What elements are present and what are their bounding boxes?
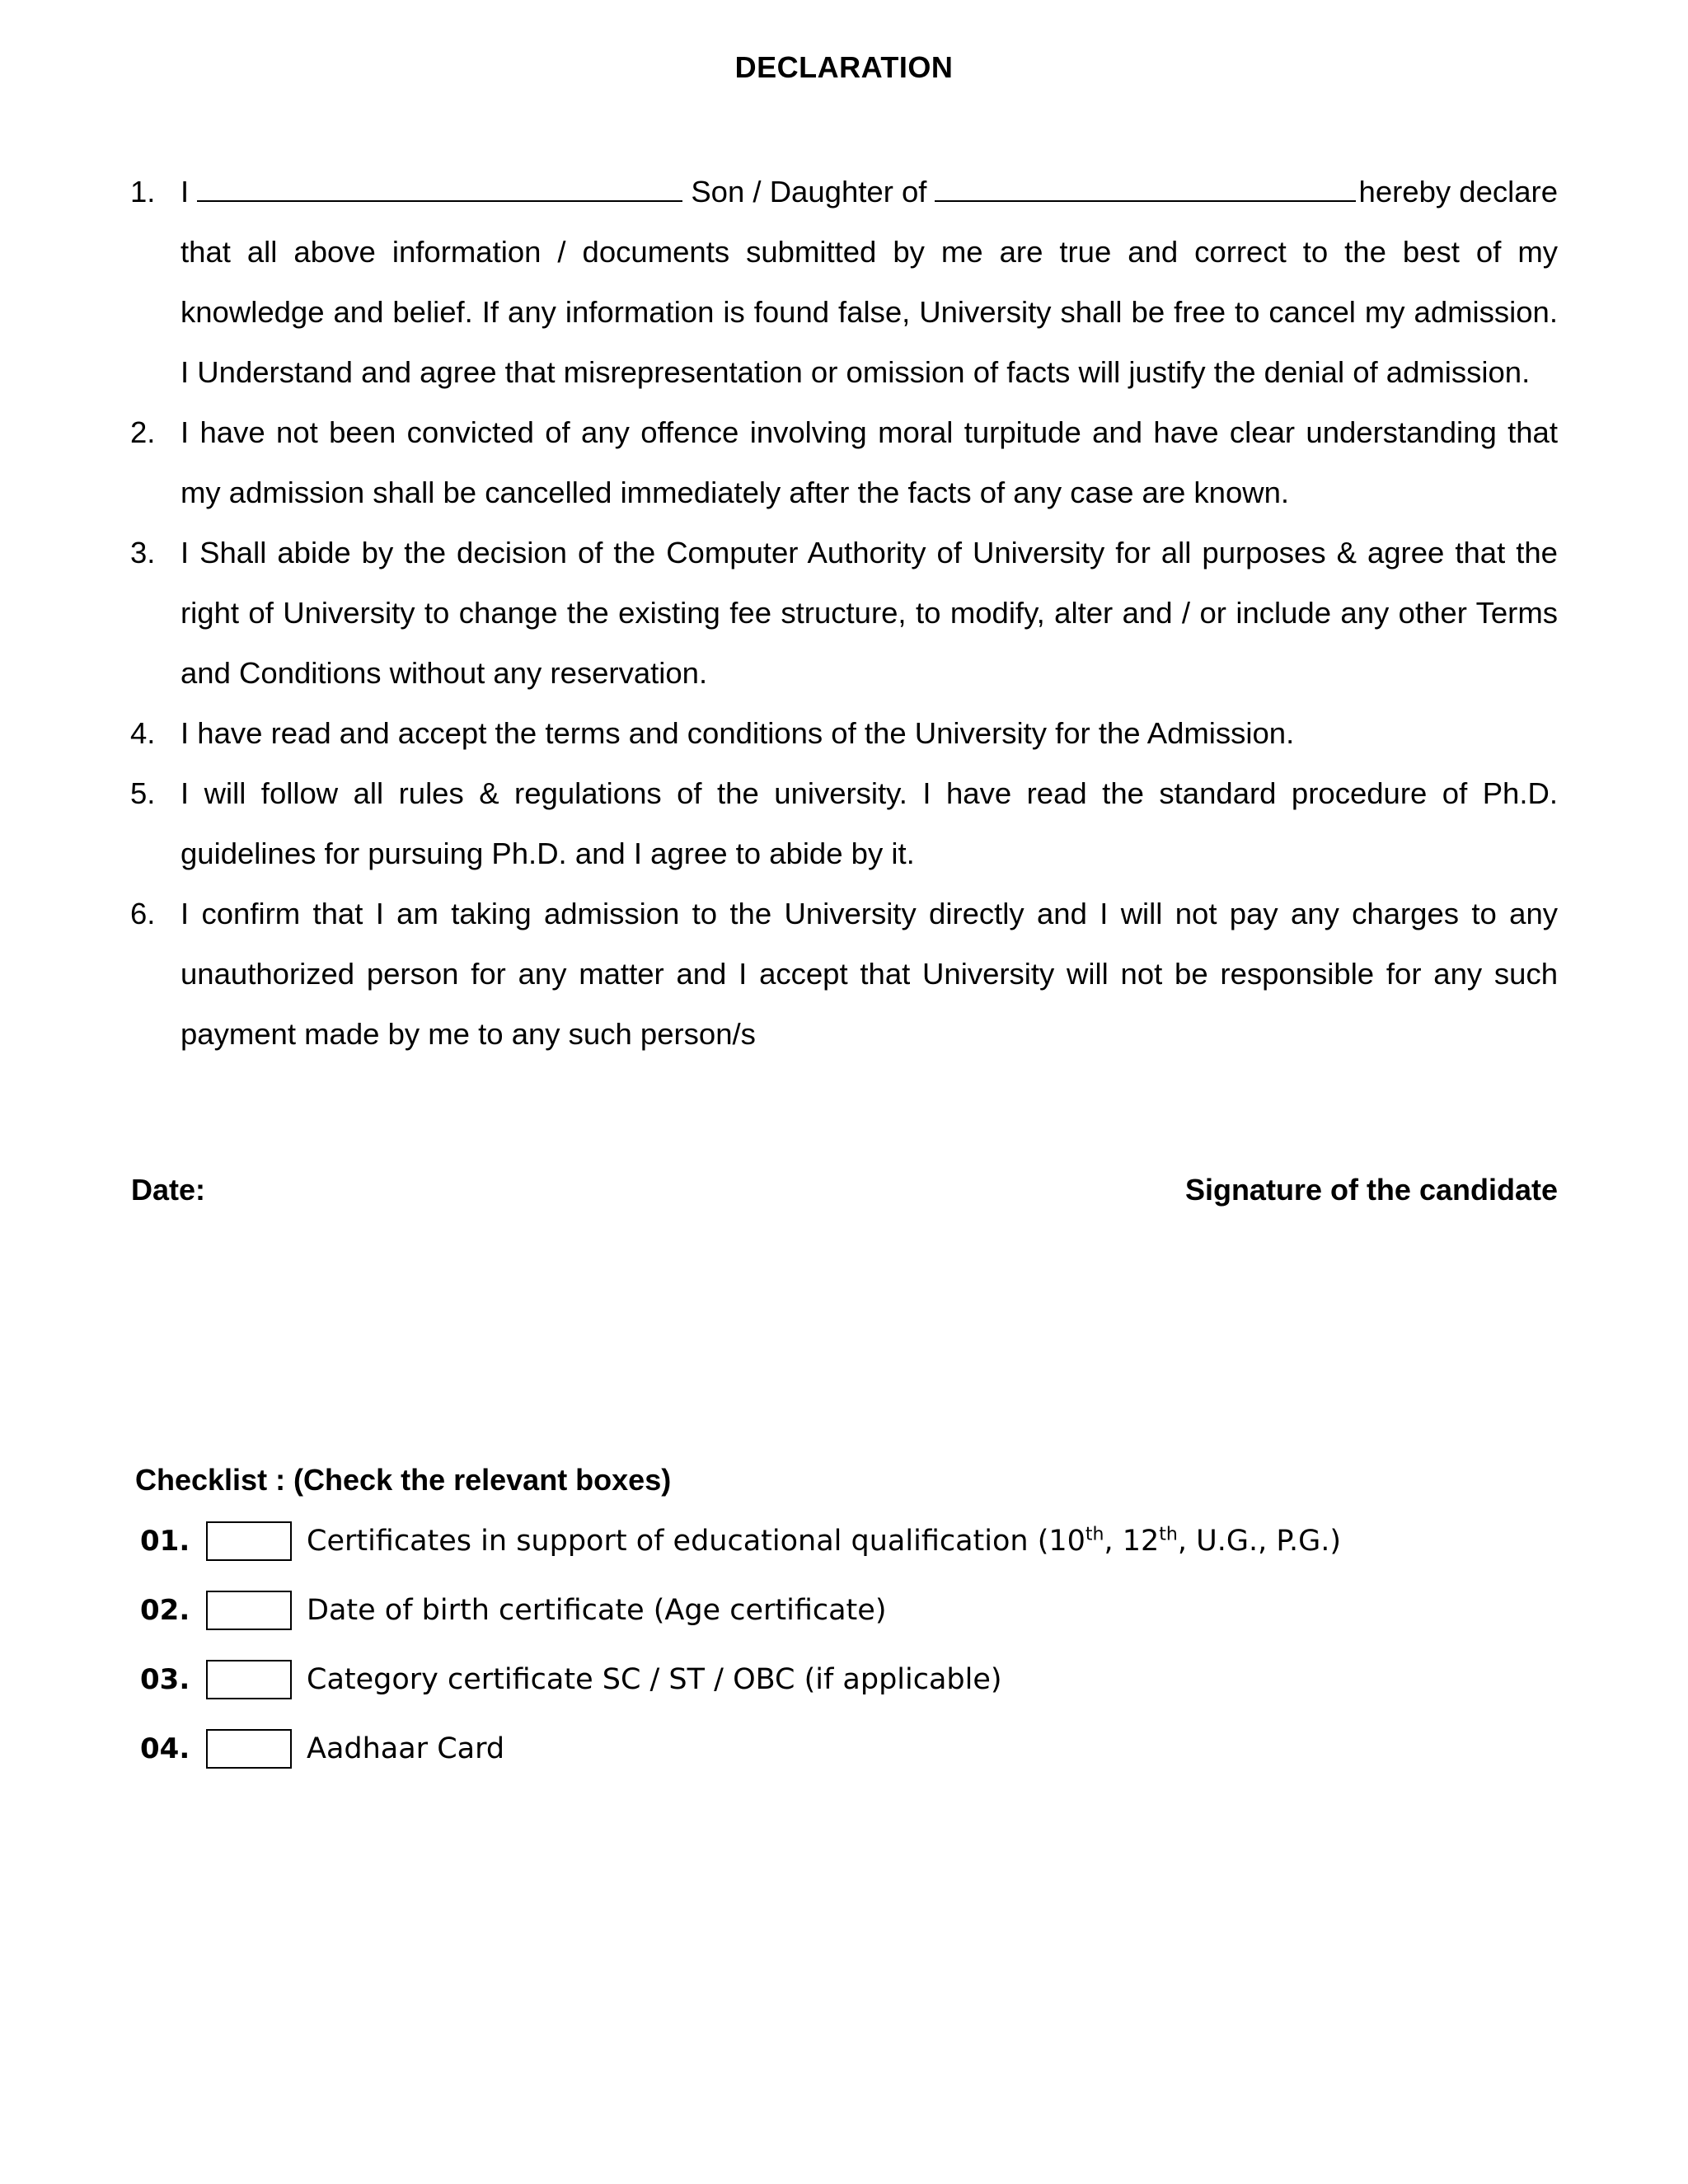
item-number: 6. [130, 897, 156, 930]
checklist-label: Aadhaar Card [307, 1732, 505, 1765]
declaration-item-2 [130, 402, 1558, 523]
checklist-checkbox[interactable] [206, 1521, 292, 1561]
declaration-item-text: I have read and accept the terms and conditions of the University for the Admission. [181, 716, 1295, 750]
declaration-item-3 [130, 523, 1558, 703]
checklist-number: 02. [140, 1594, 190, 1627]
declaration-mid-text: Son / Daughter of [691, 175, 927, 209]
item-number: 5. [130, 776, 156, 810]
page-title: DECLARATION [734, 50, 954, 84]
checklist-item-02 [140, 1589, 886, 1632]
checklist-label-part: , U.G., P.G.) [1177, 1525, 1342, 1558]
declaration-post-text: hereby declare [1358, 175, 1558, 209]
checklist-item-01 [140, 1520, 1341, 1563]
declaration-first-line [181, 162, 1558, 222]
declaration-pre-text: I [181, 175, 190, 209]
item-number: 4. [130, 716, 156, 750]
item-number: 1. [130, 175, 156, 209]
declaration-list [130, 162, 1558, 1064]
checklist-label-part: Certificates in support of educational qualification (10 [307, 1525, 1085, 1558]
declaration-item-4 [130, 703, 1558, 763]
item-number: 2. [130, 415, 156, 449]
checklist-number: 01. [140, 1525, 190, 1558]
candidate-name-blank[interactable] [197, 176, 682, 202]
declaration-item-6 [130, 883, 1558, 1064]
checklist-number: 03. [140, 1663, 190, 1696]
parent-name-blank[interactable] [935, 176, 1355, 202]
checklist-label: Category certificate SC / ST / OBC (if applicable) [307, 1663, 1002, 1696]
date-label: Date: [131, 1173, 206, 1207]
superscript: th [1159, 1524, 1178, 1545]
checklist-checkbox[interactable] [206, 1591, 292, 1630]
declaration-item-5 [130, 763, 1558, 883]
checklist-checkbox[interactable] [206, 1729, 292, 1769]
declaration-item-1 [130, 162, 1558, 402]
checklist-label [307, 1525, 1341, 1558]
declaration-item-text: I have not been convicted of any offence involving moral turpitude and have clear understanding that my admission shall be cancelled immediately after the facts of any case are known. [181, 415, 1558, 509]
checklist-item-03 [140, 1658, 1002, 1701]
signature-label: Signature of the candidate [1184, 1173, 1558, 1207]
checklist-title: Checklist : (Check the relevant boxes) [135, 1463, 672, 1497]
superscript: th [1085, 1524, 1104, 1545]
checklist-checkbox[interactable] [206, 1660, 292, 1699]
declaration-item-text: I will follow all rules & regulations of the university. I have read the standard procedure of Ph.D. guidelines for pursuing Ph.D. and I agree to abide by it. [181, 776, 1558, 870]
item-number: 3. [130, 536, 156, 569]
declaration-item-text: I confirm that I am taking admission to the University directly and I will not pay any charges to any unauthorized person for any matter and I accept that University will not be responsible for any such payment made by me to any such person/s [181, 897, 1558, 1051]
checklist-item-04 [140, 1727, 504, 1770]
checklist-number: 04. [140, 1732, 190, 1765]
declaration-item-text: I Shall abide by the decision of the Computer Authority of University for all purposes & agree that the right of University to change the existing fee structure, to modify, alter and / or include any other Terms and Conditions without any reservation. [181, 536, 1558, 690]
checklist-label-part: , 12 [1104, 1525, 1160, 1558]
checklist-label: Date of birth certificate (Age certificate) [307, 1594, 887, 1627]
declaration-item-1-text: that all above information / documents submitted by me are true and correct to the best of my knowledge and belief. If any information is found false, University shall be free to cancel my admission. I Understand and agree that misrepresentation or omission of facts will justify the denial of admission. [181, 235, 1558, 389]
